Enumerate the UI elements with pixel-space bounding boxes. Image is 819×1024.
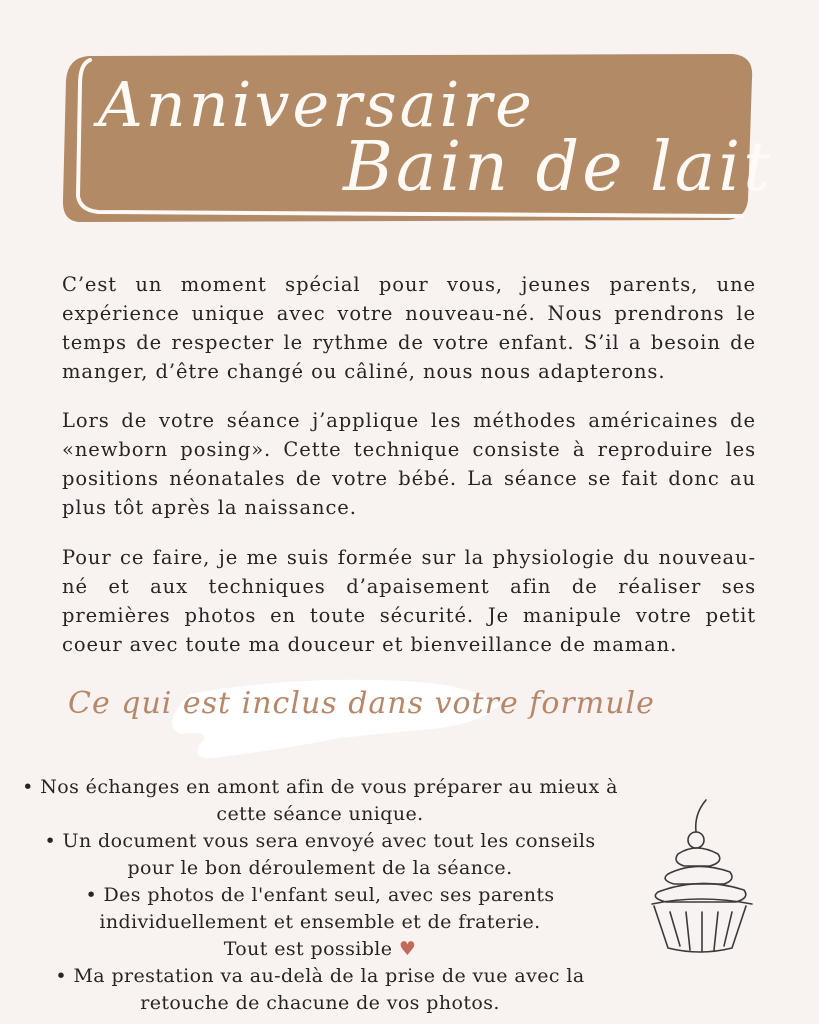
list-item: • Ma prestation va au-delà de la prise de vue avec la retouche de chacune de vos photos. bbox=[55, 965, 585, 1014]
list-item-text: Tout est possible bbox=[223, 938, 393, 960]
title-line-2: Bain de lait bbox=[343, 128, 774, 207]
list-item: • Nos échanges en amont afin de vous préparer au mieux à cette séance unique. bbox=[22, 776, 618, 825]
title-line-1: Anniversaire bbox=[98, 68, 535, 141]
title-banner bbox=[58, 50, 774, 228]
included-heading bbox=[40, 664, 655, 774]
list-item: • Un document vous sera envoyé avec tout les conseils pour le bon déroulement de la séance. bbox=[44, 830, 596, 879]
list-item bbox=[20, 936, 620, 963]
banner-title bbox=[58, 50, 774, 228]
included-list bbox=[20, 774, 620, 1017]
heart-icon: ♥ bbox=[398, 938, 417, 960]
cupcake-icon bbox=[640, 796, 760, 966]
list-item: • Des photos de l'enfant seul, avec ses parents individuellement et ensemble et de fraterie. bbox=[85, 884, 555, 933]
training-paragraph: Pour ce faire, je me suis formée sur la physiologie du nouveau-né et aux techniques d’apaisement afin de réaliser ses premières photos en toute sécurité. Je manipule votre petit coeur avec toute ma douceur et bienveillance de maman. bbox=[62, 546, 756, 656]
intro-paragraph: C’est un moment spécial pour vous, jeunes parents, une expérience unique avec votre nouveau-né. Nous prendrons le temps de respecter le rythme de votre enfant. S’il a besoin de manger, d’être changé ou câliné, nous nous adapterons. bbox=[62, 273, 756, 383]
method-paragraph: Lors de votre séance j’applique les méthodes américaines de «newborn posing». Cette technique consiste à reproduire les positions néonatales de votre bébé. La séance se fait donc au plus tôt après la naissance. bbox=[62, 409, 756, 519]
included-title: Ce qui est inclus dans votre formule bbox=[68, 686, 655, 721]
